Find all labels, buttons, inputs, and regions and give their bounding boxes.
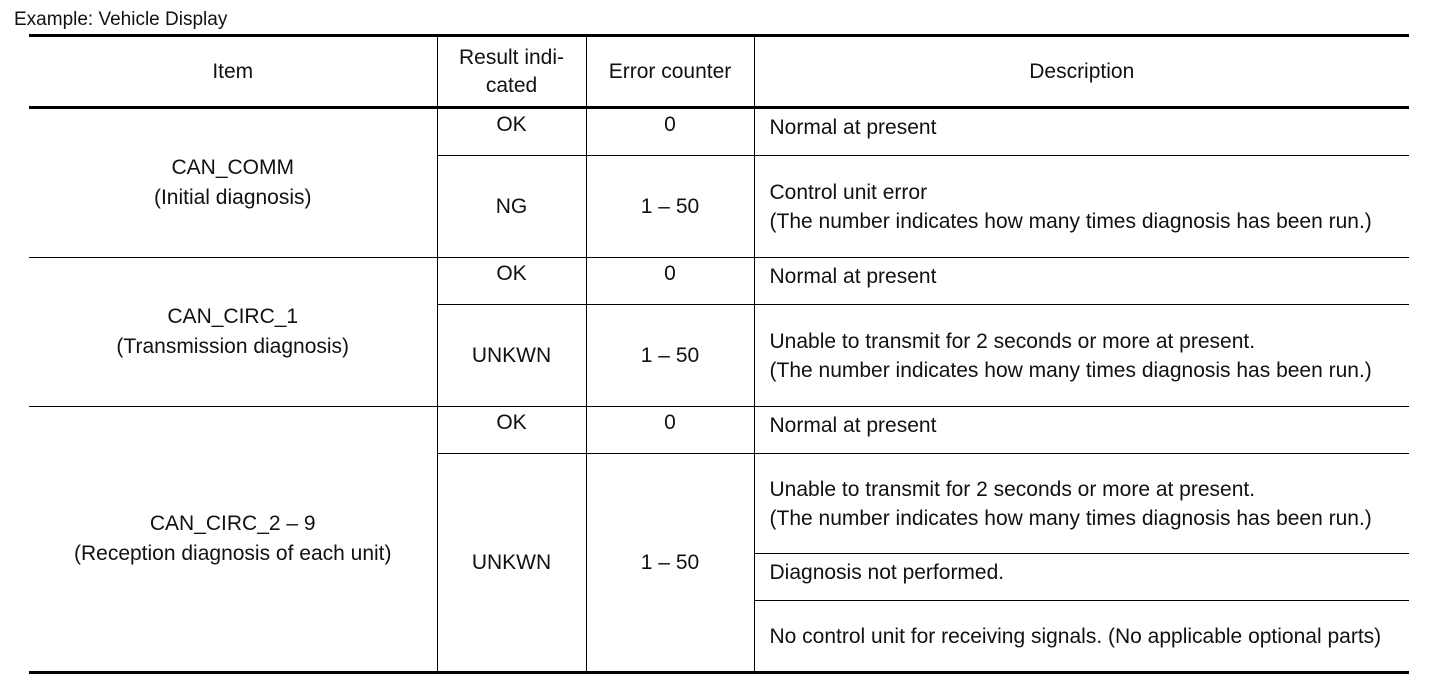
header-item: Item [29,36,437,108]
header-result-line-1: Result indi- [458,45,565,69]
counter-cell: 0 [586,108,754,156]
description-cell [754,454,1409,554]
description-line: Unable to transmit for 2 seconds or more at present. [769,329,1256,353]
result-cell: NG [437,156,586,258]
item-name: CAN_CIRC_1 [167,305,299,328]
description-cell [754,156,1409,258]
header-error-counter: Error counter [586,36,754,108]
item-name: CAN_COMM [171,156,294,179]
description-line: (The number indicates how many times diagnosis has been run.) [769,209,1372,233]
item-name: CAN_CIRC_2 – 9 [149,512,316,535]
counter-cell: 0 [586,258,754,305]
result-cell: UNKWN [437,305,586,407]
vehicle-display-table [29,34,1409,674]
description-line: Unable to transmit for 2 seconds or more at present. [769,477,1256,501]
counter-cell: 1 – 50 [586,305,754,407]
description-line: (The number indicates how many times diagnosis has been run.) [769,506,1372,530]
counter-cell: 0 [586,407,754,454]
result-cell: OK [437,407,586,454]
item-cell [29,258,437,407]
header-result-indicated [437,36,586,108]
table-row [29,108,1409,156]
header-result-line-2: cated [485,73,538,97]
description-cell: Normal at present [754,108,1409,156]
counter-cell: 1 – 50 [586,156,754,258]
description-cell: No control unit for receiving signals. (No applicable optional parts) [754,601,1409,673]
table-row [29,258,1409,305]
description-cell: Normal at present [754,407,1409,454]
description-line: (The number indicates how many times diagnosis has been run.) [769,358,1372,382]
item-subtitle: (Initial diagnosis) [153,186,312,209]
description-cell: Normal at present [754,258,1409,305]
table-row [29,407,1409,454]
description-cell: Diagnosis not performed. [754,554,1409,601]
header-row [29,36,1409,108]
item-cell [29,108,437,258]
item-subtitle: (Reception diagnosis of each unit) [73,542,392,565]
description-cell [754,305,1409,407]
counter-cell: 1 – 50 [586,454,754,673]
description-line: Control unit error [769,180,928,204]
result-cell: OK [437,258,586,305]
result-cell: UNKWN [437,454,586,673]
result-cell: OK [437,108,586,156]
header-description: Description [754,36,1409,108]
table-caption: Example: Vehicle Display [14,9,228,30]
item-subtitle: (Transmission diagnosis) [116,335,350,358]
item-cell [29,407,437,673]
